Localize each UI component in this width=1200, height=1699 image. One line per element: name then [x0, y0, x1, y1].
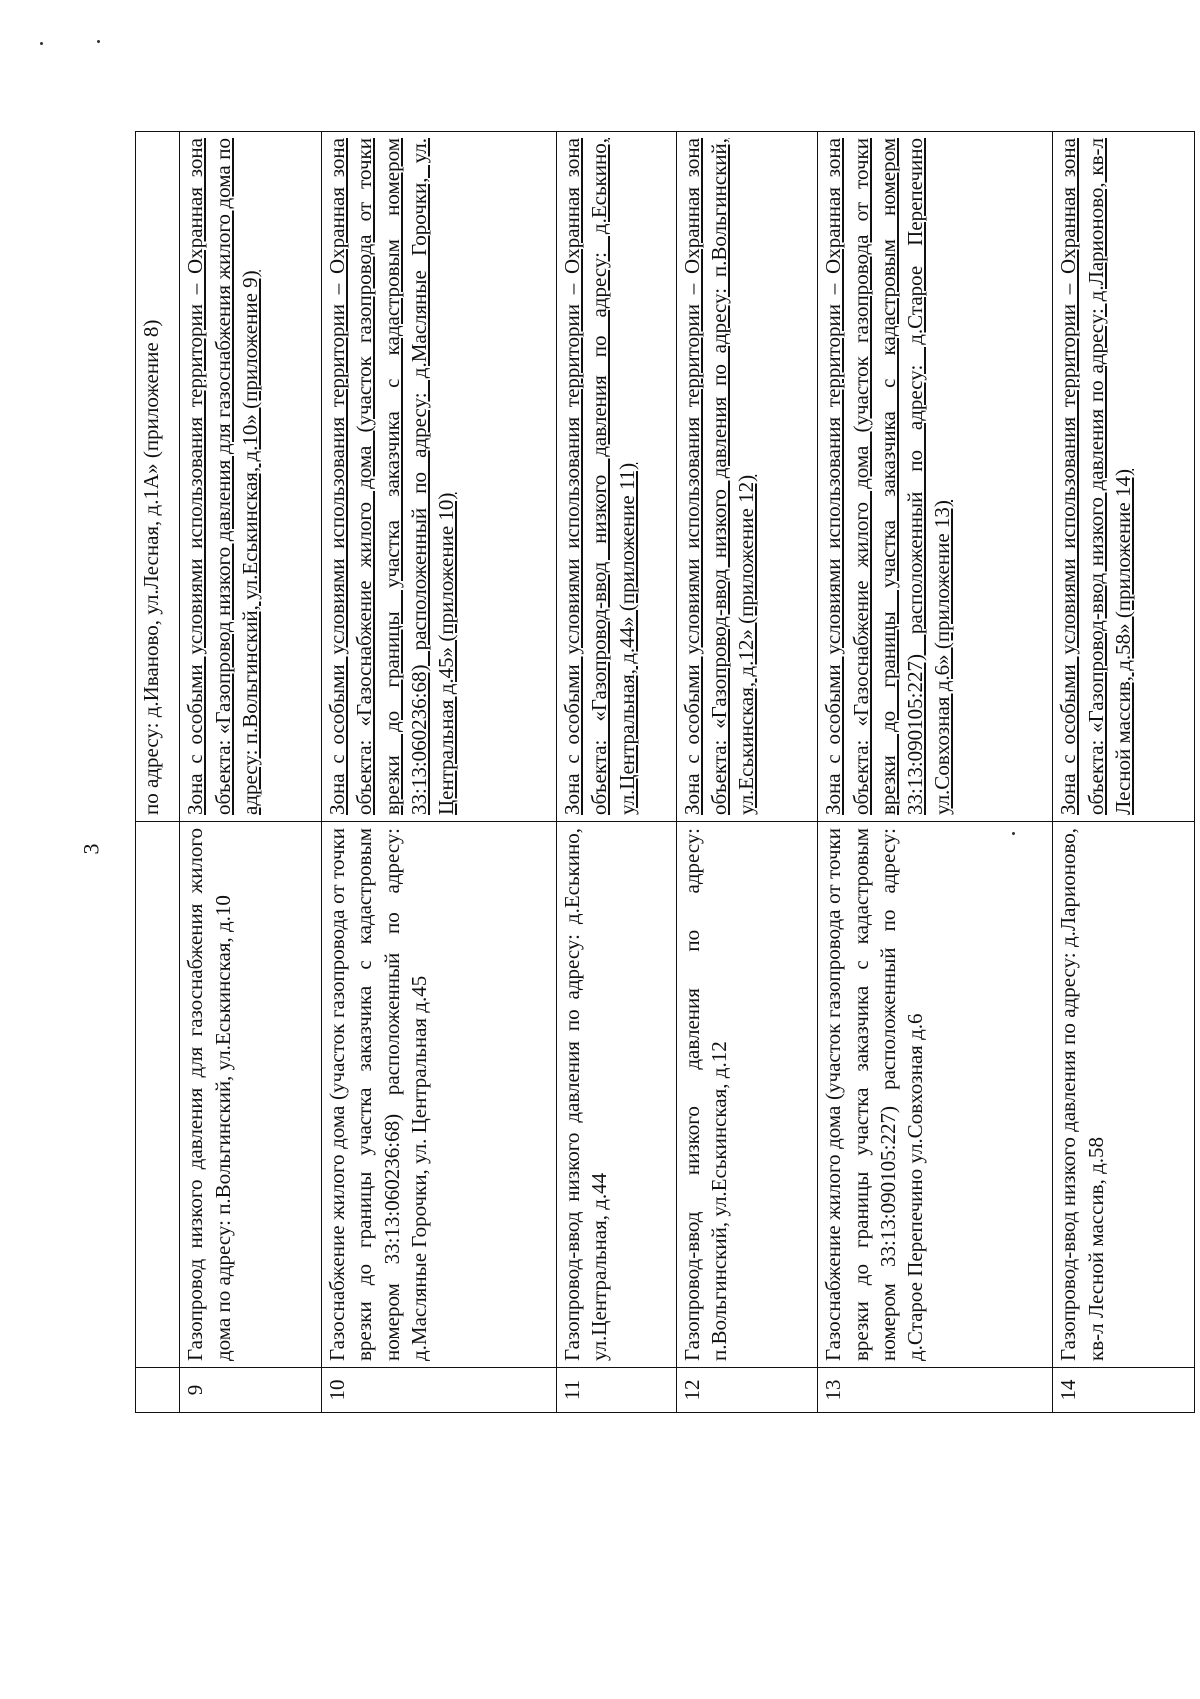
cell-num: 12	[676, 1368, 818, 1413]
cell-zone: Зона с особыми условиями использования территории – Охранная зона объекта: «Газоснабжение жилого дома (участок газопровода от точки врезки до границы участка заказчика с кадастровым номером 33:13:060236:68) расположенный по адресу: д.Масляные Горочки, ул. Центральная д.45» (приложение 10)	[322, 132, 557, 822]
cell-object: Газопровод-ввод низкого давления по адресу: п.Вольгинский, ул.Еськинская, д.12	[676, 822, 818, 1368]
cell-num: 11	[557, 1368, 676, 1413]
cell-object: Газоснабжение жилого дома (участок газопровода от точки врезки до границы участка заказчика с кадастровым номером 33:13:060236:68) расположенный по адресу: д.Масляные Горочки, ул. Центральная д.45	[322, 822, 557, 1368]
cell-zone: Зона с особыми условиями использования территории – Охранная зона объекта: «Газоснабжение жилого дома (участок газопровода от точки врезки до границы участка заказчика с кадастровым номером 33:13:090105:227) расположенный по адресу: д.Старое Перепечино ул.Совхозная д.6» (приложение 13)	[818, 132, 1053, 822]
table-row-continuation	[136, 132, 180, 1413]
cell-num: 13	[818, 1368, 1053, 1413]
table-row	[322, 132, 557, 1413]
cell-zone: Зона с особыми условиями использования территории – Охранная зона объекта: «Газопровод низкого давления для газоснабжения жилого дома по адресу: п.Вольгинский, ул.Еськинская, д.10» (приложение 9)	[180, 132, 322, 822]
zones-table	[135, 131, 1195, 1413]
scan-speck	[97, 40, 100, 43]
table-row	[818, 132, 1053, 1413]
cell-num	[136, 1368, 180, 1413]
table-row	[676, 132, 818, 1413]
table-row	[180, 132, 322, 1413]
table-row	[1053, 132, 1195, 1413]
cell-zone: Зона с особыми условиями использования территории – Охранная зона объекта: «Газопровод-ввод низкого давления по адресу: д.Ларионово, кв-л Лесной массив, д.58» (приложение 14)	[1053, 132, 1195, 822]
rotated-table-container	[135, 132, 1195, 1413]
cell-num: 14	[1053, 1368, 1195, 1413]
scan-speck	[40, 42, 43, 45]
cell-object: Газопровод низкого давления для газоснабжения жилого дома по адресу: п.Вольгинский, ул.Еськинская, д.10	[180, 822, 322, 1368]
cell-object: Газоснабжение жилого дома (участок газопровода от точки врезки до границы участка заказчика с кадастровым номером 33:13:090105:227) расположенный по адресу: д.Старое Перепечино ул.Совхозная д.6	[818, 822, 1053, 1368]
cell-zone: Зона с особыми условиями использования территории – Охранная зона объекта: «Газопровод-ввод низкого давления по адресу: п.Вольгинский, ул.Еськинская, д.12» (приложение 12)	[676, 132, 818, 822]
cell-num: 9	[180, 1368, 322, 1413]
page-number: 3	[78, 843, 104, 855]
cell-zone: Зона с особыми условиями использования территории – Охранная зона объекта: «Газопровод-ввод низкого давления по адресу: д.Еськино, ул.Центральная, д.44» (приложение 11)	[557, 132, 676, 822]
cell-object: Газопровод-ввод низкого давления по адресу: д.Еськино, ул.Центральная, д.44	[557, 822, 676, 1368]
cell-num: 10	[322, 1368, 557, 1413]
cell-object	[136, 822, 180, 1368]
table-row	[557, 132, 676, 1413]
cell-zone-continuation: по адресу: д.Иваново, ул.Лесная, д.1А» (приложение 8)	[136, 132, 180, 822]
cell-object: Газопровод-ввод низкого давления по адресу: д.Ларионово, кв-л Лесной массив, д.58	[1053, 822, 1195, 1368]
